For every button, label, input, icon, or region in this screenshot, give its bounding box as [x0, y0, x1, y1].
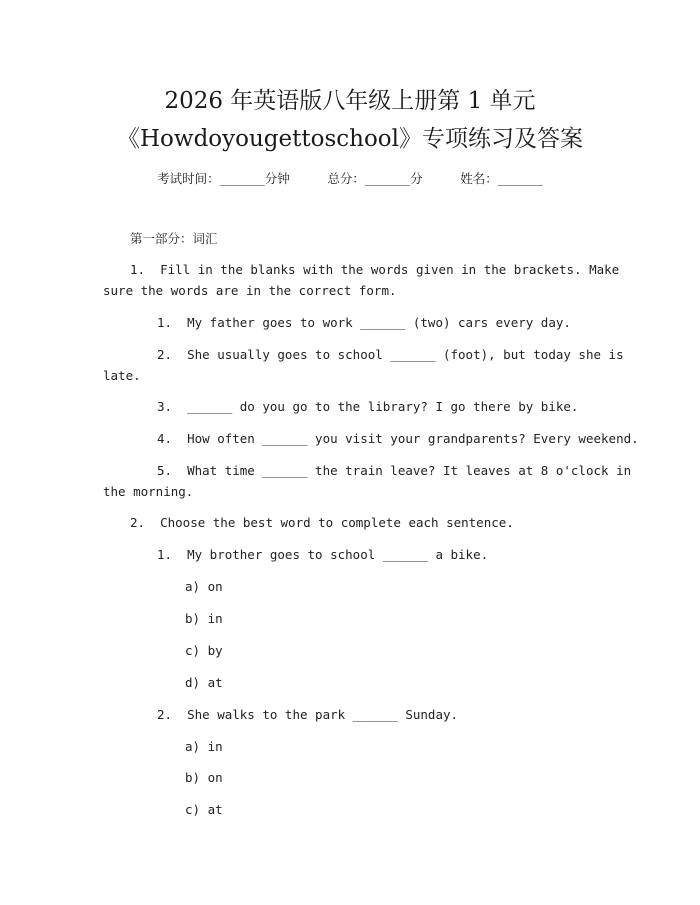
q2-sub2-option: c) at [185, 802, 223, 817]
q2-sub2-stem: 2. She walks to the park ______ Sunday. [157, 707, 459, 722]
q2-sub1-option: b) in [185, 611, 223, 626]
q1-item-3: 3. ______ do you go to the library? I go there by bike. [157, 399, 579, 414]
q2-sub1-option: a) on [185, 579, 223, 594]
q1-item-5: 5. What time ______ the train leave? It leaves at 8 o'clock in [157, 463, 632, 478]
q1-item-2-continuation: late. [103, 368, 141, 383]
q2-sub1-option: d) at [185, 675, 223, 690]
q1-item-2: 2. She usually goes to school ______ (foot), but today she is [157, 347, 624, 362]
q2-sub2-option: a) in [185, 739, 223, 754]
q1-item-1: 1. My father goes to work ______ (two) cars every day. [157, 315, 571, 330]
document-title-line-2: 《Howdoyougettoschool》专项练习及答案 [116, 126, 584, 152]
document-title-line-1: 2026 年英语版八年级上册第 1 单元 [164, 88, 536, 114]
q1-instruction-line-1: 1. Fill in the blanks with the words given in the brackets. Make [130, 262, 620, 277]
q2-sub1-stem: 1. My brother goes to school ______ a bike. [157, 547, 489, 562]
q2-sub2-option: b) on [185, 770, 223, 785]
q1-item-4: 4. How often ______ you visit your grandparents? Every weekend. [157, 431, 639, 446]
section-heading: 第一部分：词汇 [130, 231, 218, 246]
q1-item-5-continuation: the morning. [103, 484, 194, 499]
exam-meta-line: 考试时间：______分钟 总分：______分 姓名：______ [157, 171, 543, 186]
q2-sub1-option: c) by [185, 643, 223, 658]
q1-instruction-line-2: sure the words are in the correct form. [103, 283, 397, 298]
q2-instruction: 2. Choose the best word to complete each sentence. [130, 515, 514, 530]
